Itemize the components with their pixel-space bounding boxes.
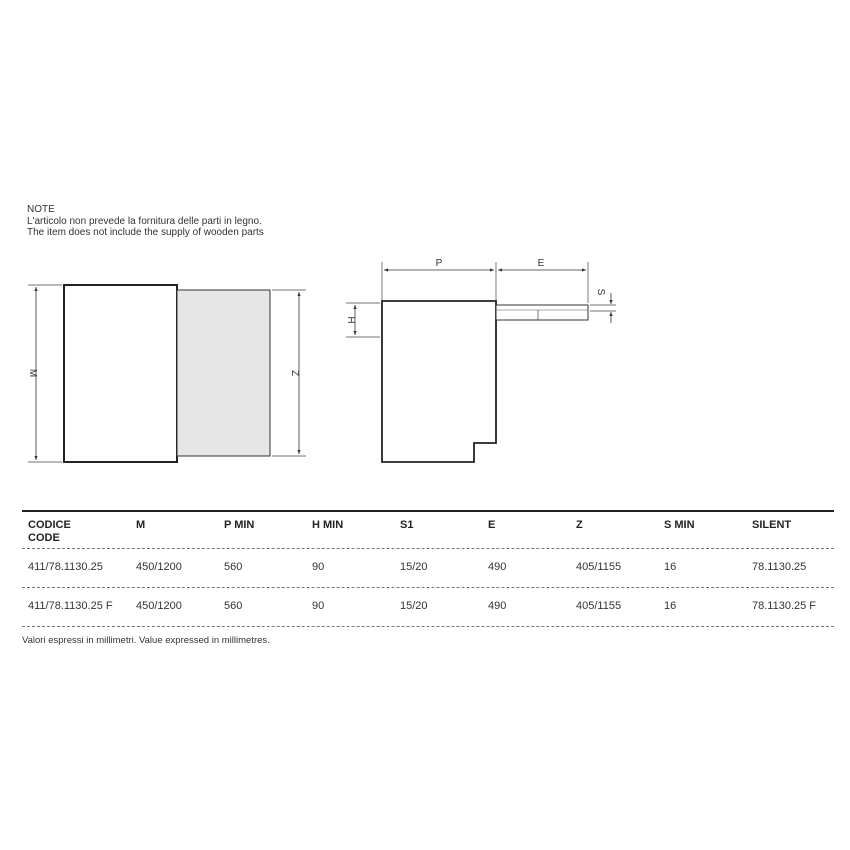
cell-e: 490 — [488, 561, 507, 573]
cell-p-min: 560 — [224, 561, 243, 573]
cell-e: 490 — [488, 600, 507, 612]
cell-h-min: 90 — [312, 561, 325, 573]
cell-z: 405/1155 — [576, 600, 622, 612]
z-dimension-label: Z — [289, 369, 300, 377]
cell-s1: 15/20 — [400, 600, 428, 612]
cell-silent: 78.1130.25 F — [752, 600, 817, 612]
header-m: M — [136, 519, 146, 531]
p-dimension-label: P — [435, 258, 443, 269]
header-code-english: CODE — [28, 532, 60, 544]
m-dimension-label: M — [27, 368, 38, 378]
cabinet-front — [64, 285, 177, 462]
cell-m: 450/1200 — [136, 600, 182, 612]
header-code-italian: CODICE — [28, 519, 71, 531]
cell-silent: 78.1130.25 — [752, 561, 807, 573]
table-header-row — [22, 512, 834, 549]
cell-code: 411/78.1130.25 — [28, 561, 103, 573]
table-row — [22, 549, 834, 588]
header-s1: S1 — [400, 519, 414, 531]
s-dimension-label: S — [595, 288, 606, 296]
header-z: Z — [576, 519, 583, 531]
cell-s-min: 16 — [664, 561, 677, 573]
cell-p-min: 560 — [224, 600, 243, 612]
h-dimension-label: H — [345, 316, 356, 324]
note-title: NOTE — [27, 204, 55, 215]
header-e: E — [488, 519, 496, 531]
cell-z: 405/1155 — [576, 561, 622, 573]
note-line-italian: L'articolo non prevede la fornitura delle parti in legno. — [27, 215, 262, 227]
note-line-english: The item does not include the supply of wooden parts — [27, 227, 264, 238]
table-row — [22, 588, 834, 627]
header-p-min: P MIN — [224, 519, 255, 531]
spec-table — [22, 510, 834, 627]
units-footnote: Valori espressi in millimetri. Value expressed in millimetres. — [22, 635, 270, 646]
header-silent: SILENT — [752, 519, 792, 531]
header-code — [28, 519, 71, 545]
cell-s1: 15/20 — [400, 561, 428, 573]
header-h-min: H MIN — [312, 519, 344, 531]
front-view — [27, 285, 306, 462]
basket-front — [177, 290, 270, 456]
cell-h-min: 90 — [312, 600, 325, 612]
cabinet-side — [382, 301, 496, 462]
slide-rail — [496, 305, 588, 320]
header-s-min: S MIN — [664, 519, 695, 531]
cell-m: 450/1200 — [136, 561, 182, 573]
cell-code: 411/78.1130.25 F — [28, 600, 113, 612]
cell-s-min: 16 — [664, 600, 677, 612]
e-dimension-label: E — [537, 258, 545, 269]
side-view — [345, 258, 616, 462]
